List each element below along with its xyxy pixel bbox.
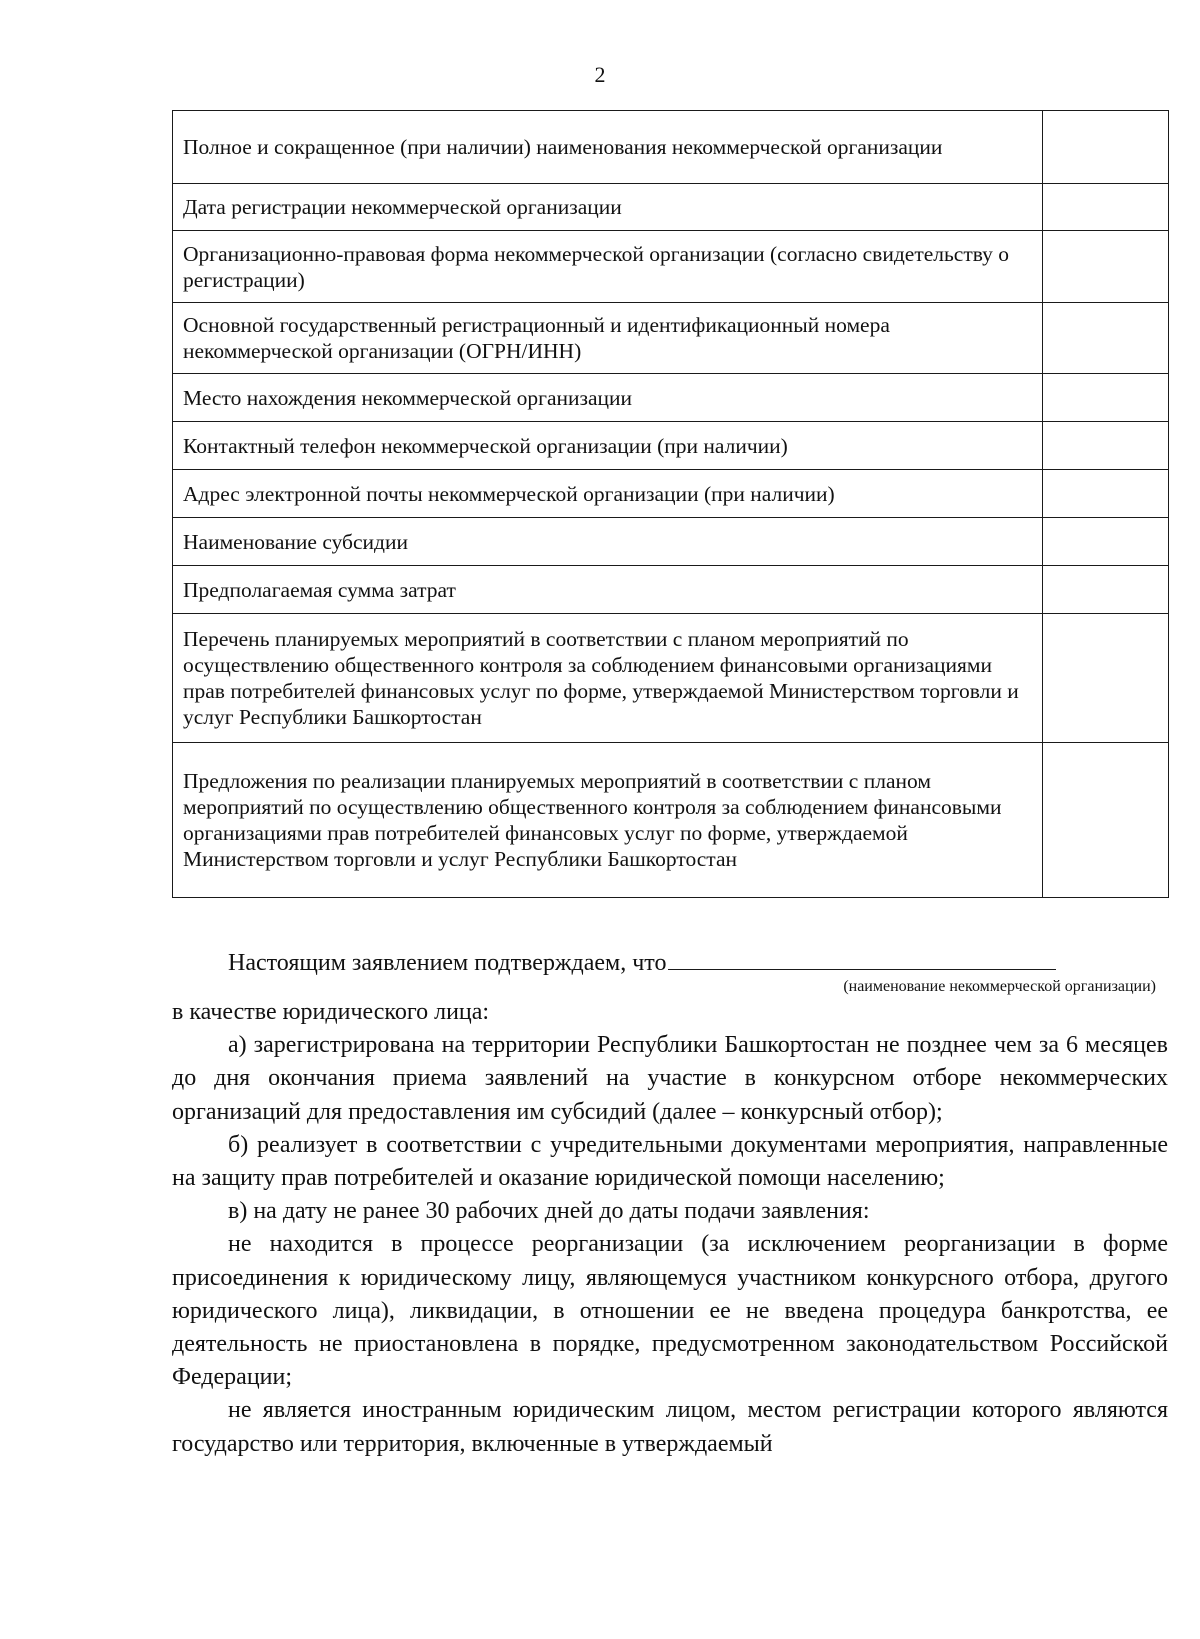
row-label: Предполагаемая сумма затрат — [173, 566, 1043, 614]
table-row — [173, 231, 1169, 303]
organization-name-blank[interactable] — [668, 947, 1056, 970]
row-label: Дата регистрации некоммерческой организации — [173, 184, 1043, 231]
row-value-cell[interactable] — [1043, 566, 1169, 614]
blank-caption: (наименование некоммерческой организации) — [843, 978, 1156, 995]
paragraph: а) зарегистрирована на территории Республики Башкортостан не позднее чем за 6 месяцев до дня окончания приема заявлений на участие в конкурсном отборе некоммерческих организаций для предоставления им субсидий (далее – конкурсный отбор); — [172, 1032, 1168, 1125]
table-row — [173, 470, 1169, 518]
application-form-table — [172, 110, 1169, 898]
table-row — [173, 614, 1169, 743]
row-value-cell[interactable] — [1043, 231, 1169, 303]
table-row — [173, 303, 1169, 374]
paragraph: б) реализует в соответствии с учредительными документами мероприятия, направленные на защиту прав потребителей и оказание юридической помощи населению; — [172, 1131, 1168, 1192]
page-number: 2 — [594, 62, 606, 87]
row-label: Перечень планируемых мероприятий в соответствии с планом мероприятий по осуществлению общественного контроля за соблюдением финансовыми организациями прав потребителей финансовых услуг по форме, утверждаемой Министерством торговли и услуг Республики Башкортостан — [173, 614, 1043, 743]
table-row — [173, 743, 1169, 898]
row-label: Предложения по реализации планируемых мероприятий в соответствии с планом мероприятий по осуществлению общественного контроля за соблюдением финансовыми организациями прав потребителей финансовых услуг по форме, утверждаемой Министерством торговли и услуг Республики Башкортостан — [173, 743, 1043, 898]
row-value-cell[interactable] — [1043, 470, 1169, 518]
paragraph: не находится в процессе реорганизации (за исключением реорганизации в форме присоединения к юридическому лицу, являющемуся участником конкурсного отбора, другого юридического лица), ликвидации, в отношении ее не введена процедура банкротства, ее деятельность не приостановлена в порядке, предусмотренном законодательством Российской Федерации; — [172, 1231, 1168, 1391]
table-row — [173, 111, 1169, 184]
row-value-cell[interactable] — [1043, 303, 1169, 374]
table-row — [173, 184, 1169, 231]
table-row — [173, 566, 1169, 614]
table-row — [173, 518, 1169, 566]
paragraph: в качестве юридического лица: — [172, 999, 490, 1025]
row-label: Место нахождения некоммерческой организации — [173, 374, 1043, 422]
row-label: Основной государственный регистрационный и идентификационный номера некоммерческой организации (ОГРН/ИНН) — [173, 303, 1043, 374]
statement-body — [172, 996, 1168, 1461]
row-value-cell[interactable] — [1043, 422, 1169, 470]
row-label: Наименование субсидии — [173, 518, 1043, 566]
row-value-cell[interactable] — [1043, 111, 1169, 184]
row-value-cell[interactable] — [1043, 184, 1169, 231]
row-value-cell[interactable] — [1043, 374, 1169, 422]
confirmation-line — [172, 946, 1168, 980]
paragraph: в) на дату не ранее 30 рабочих дней до даты подачи заявления: — [228, 1198, 870, 1225]
row-value-cell[interactable] — [1043, 743, 1169, 898]
paragraph: не является иностранным юридическим лицом, местом регистрации которого являются государство или территория, включенные в утверждаемый — [172, 1397, 1168, 1457]
confirmation-lead: Настоящим заявлением подтверждаем, что — [228, 950, 667, 976]
table-row — [173, 422, 1169, 470]
row-value-cell[interactable] — [1043, 518, 1169, 566]
row-label: Контактный телефон некоммерческой организации (при наличии) — [173, 422, 1043, 470]
row-label: Полное и сокращенное (при наличии) наименования некоммерческой организации — [173, 111, 1043, 184]
confirmation-block — [172, 946, 1168, 1461]
row-label: Адрес электронной почты некоммерческой организации (при наличии) — [173, 470, 1043, 518]
table-row — [173, 374, 1169, 422]
row-value-cell[interactable] — [1043, 614, 1169, 743]
row-label: Организационно-правовая форма некоммерческой организации (согласно свидетельству о регистрации) — [173, 231, 1043, 303]
